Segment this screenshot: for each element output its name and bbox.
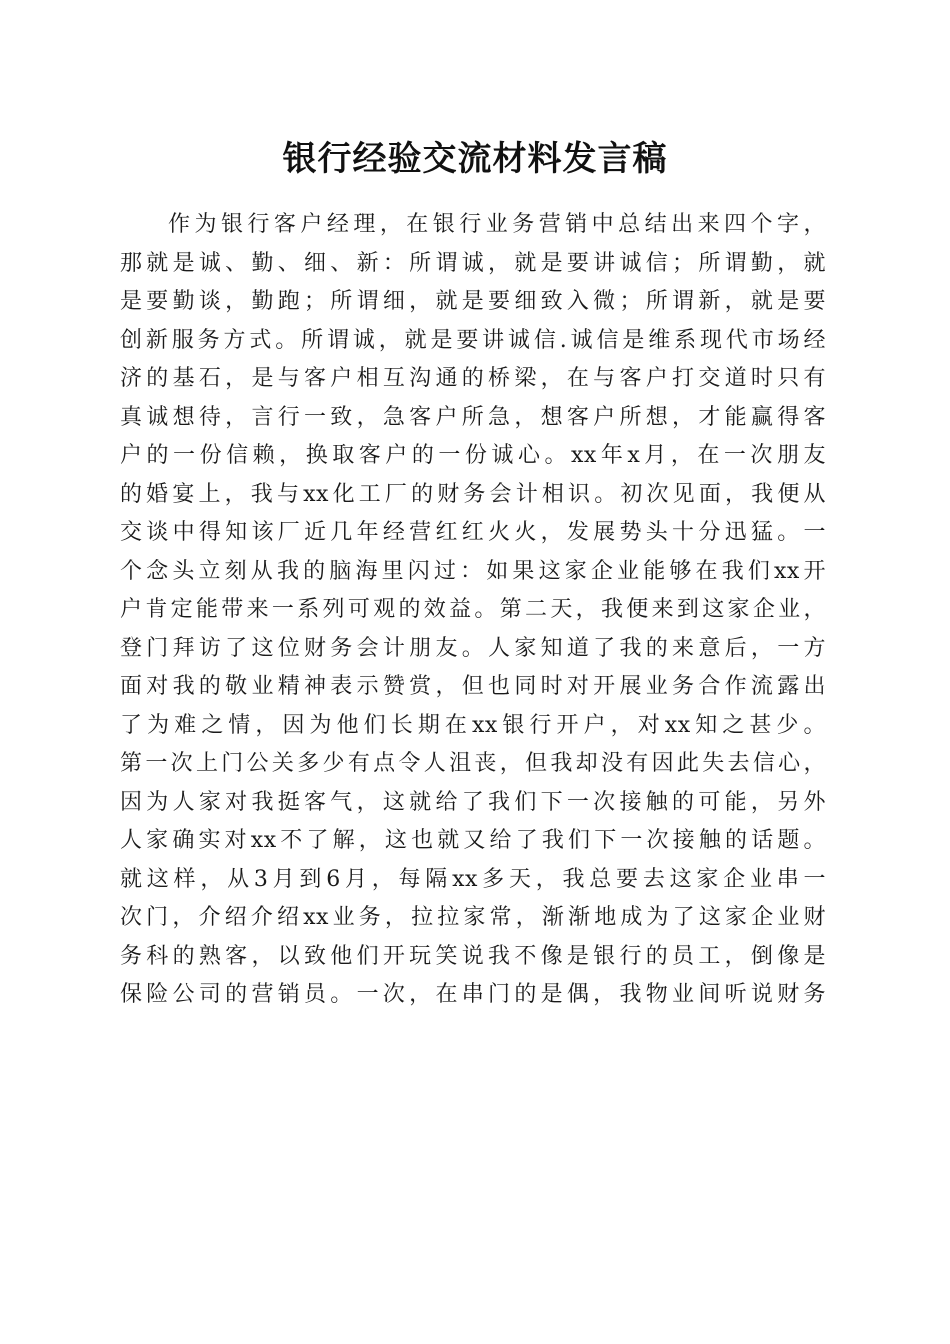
text-line: 因为人家对我挺客气，这就给了我们下一次接触的可能，另外 xyxy=(120,789,826,815)
text-line: 个念头立刻从我的脑海里闪过：如果这家企业能够在我们xx开 xyxy=(120,558,826,584)
text-line: 务科的熟客，以致他们开玩笑说我不像是银行的员工，倒像是 xyxy=(120,943,826,969)
text-line: 户的一份信赖，换取客户的一份诚心。xx年x月，在一次朋友 xyxy=(120,443,826,468)
document-title: 银行经验交流材料发言稿 xyxy=(282,139,668,179)
text-line: 人家确实对xx不了解，这也就又给了我们下一次接触的话题。 xyxy=(120,828,826,853)
text-line: 真诚想待，言行一致，急客户所急，想客户所想，才能赢得客 xyxy=(120,404,826,430)
text-line: 第一次上门公关多少有点令人沮丧，但我却没有因此失去信心， xyxy=(120,751,826,776)
text-line: 交谈中得知该厂近几年经营红红火火，发展势头十分迅猛。一 xyxy=(120,520,826,545)
text-line: 面对我的敬业精神表示赞赏，但也同时对开展业务合作流露出 xyxy=(120,674,826,699)
text-line: 了为难之情，因为他们长期在xx银行开户，对xx知之甚少。 xyxy=(120,712,826,738)
text-line: 保险公司的营销员。一次，在串门的是偶，我物业间听说财务 xyxy=(120,982,826,1007)
text-line: 是要勤谈，勤跑；所谓细，就是要细致入微；所谓新，就是要 xyxy=(120,289,826,314)
body-paragraph xyxy=(120,206,826,1015)
text-line: 创新服务方式。所谓诚，就是要讲诚信.诚信是维系现代市场经 xyxy=(120,327,826,353)
text-line: 那就是诚、勤、细、新：所谓诚，就是要讲诚信；所谓勤，就 xyxy=(120,250,826,276)
text-line: 济的基石，是与客户相互沟通的桥梁，在与客户打交道时只有 xyxy=(120,366,826,391)
text-line: 户肯定能带来一系列可观的效益。第二天，我便来到这家企业， xyxy=(120,597,826,622)
text-line: 就这样，从3月到6月，每隔xx多天，我总要去这家企业串一 xyxy=(120,866,826,892)
text-line: 的婚宴上，我与xx化工厂的财务会计相识。初次见面，我便从 xyxy=(120,481,826,507)
text-line: 作为银行客户经理，在银行业务营销中总结出来四个字， xyxy=(168,212,826,237)
text-line: 次门，介绍介绍xx业务，拉拉家常，渐渐地成为了这家企业财 xyxy=(120,905,826,930)
text-line: 登门拜访了这位财务会计朋友。人家知道了我的来意后，一方 xyxy=(120,635,826,661)
